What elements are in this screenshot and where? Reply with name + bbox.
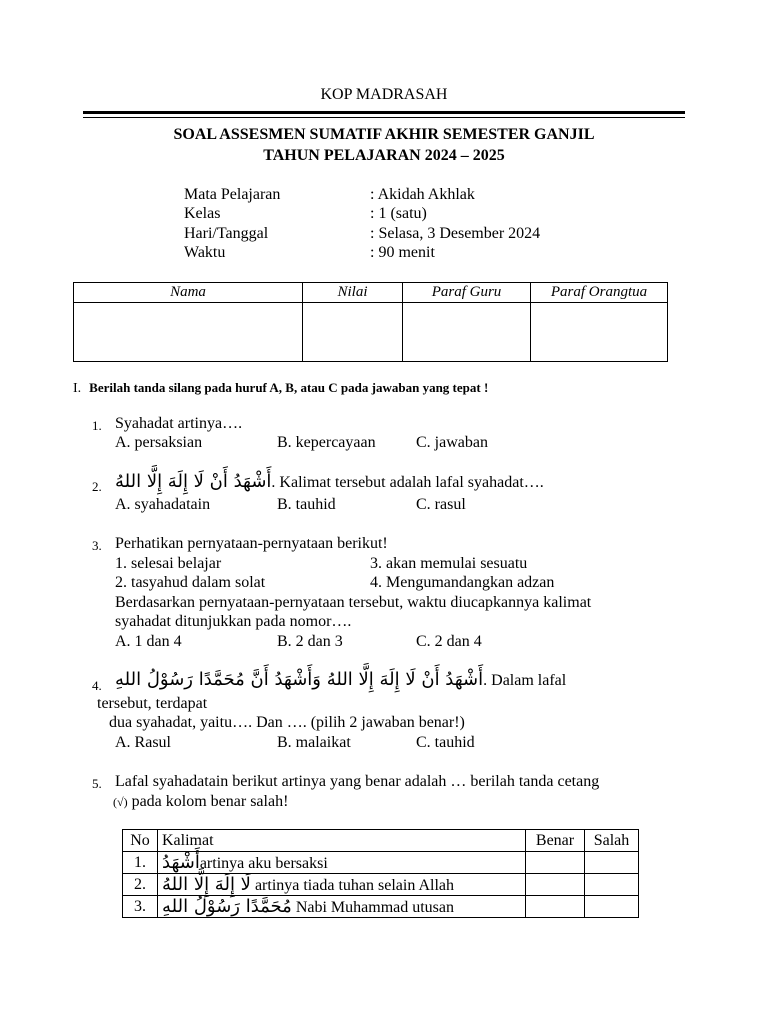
q3-statement-1: 1. selesai belajar xyxy=(115,555,222,572)
table-row xyxy=(123,896,639,918)
q1-text: Syahadat artinya…. xyxy=(115,415,243,432)
q3-follow-2: syahadat ditunjukkan pada nomor…. xyxy=(115,613,352,630)
q1-option-a: A. persaksian xyxy=(115,434,203,451)
row-number: 3. xyxy=(123,896,158,918)
q3-option-a: A. 1 dan 4 xyxy=(115,633,182,650)
q4-arabic: أَشْهَدُ أَنْ لَا إِلَهَ إِلَّا اللهُ وَأَشْهَدُ أَنَّ مُحَمَّدًا رَسُوْلُ اللهِ xyxy=(115,669,484,690)
q4-option-b: B. malaikat xyxy=(277,734,351,751)
kop-madrasah: KOP MADRASAH xyxy=(320,86,448,103)
q1-option-b: B. kepercayaan xyxy=(277,434,376,451)
header-nilai: Nilai xyxy=(303,283,403,303)
table-row xyxy=(123,874,639,896)
info-class: Kelas : 1 (satu) xyxy=(184,205,427,222)
q1-number: 1. xyxy=(92,418,102,433)
q5-text: Lafal syahadatain berikut artinya yang benar adalah … berilah tanda cetang xyxy=(115,773,600,790)
benar-cell[interactable] xyxy=(526,852,585,874)
q3-option-b: B. 2 dan 3 xyxy=(277,633,343,650)
q4-line-3: dua syahadat, yaitu…. Dan …. (pilih 2 jawaban benar!) xyxy=(109,714,465,731)
q2-option-c: C. rasul xyxy=(416,496,466,513)
q3-statement-4: 4. Mengumandangkan adzan xyxy=(370,574,555,591)
row-arabic: مُحَمَّدًا رَسُوْلُ اللهِ xyxy=(162,896,292,917)
row-arabic: أَشْهَدُ xyxy=(162,852,200,873)
col-salah: Salah xyxy=(585,830,639,852)
header-rule-thin xyxy=(83,117,685,118)
q4-text: أَشْهَدُ أَنْ لَا إِلَهَ إِلَّا اللهُ وَأَشْهَدُ أَنَّ مُحَمَّدًا رَسُوْلُ اللهِ. Dalam lafal xyxy=(115,669,567,690)
q5-number: 5. xyxy=(92,776,102,791)
salah-cell[interactable] xyxy=(585,896,639,918)
col-benar: Benar xyxy=(526,830,585,852)
salah-cell[interactable] xyxy=(585,852,639,874)
cell-nilai[interactable] xyxy=(303,303,403,362)
header-rule-thick xyxy=(83,111,685,114)
identity-table xyxy=(73,282,668,362)
benar-cell[interactable] xyxy=(526,874,585,896)
true-false-table xyxy=(122,829,639,918)
q2-arabic: أَشْهَدُ أَنْ لَا إِلَهَ إِلَّا اللهُ xyxy=(115,471,272,492)
col-kalimat: Kalimat xyxy=(158,830,526,852)
q3-option-c: C. 2 dan 4 xyxy=(416,633,482,650)
header-nama: Nama xyxy=(74,283,303,303)
benar-cell[interactable] xyxy=(526,896,585,918)
q5-text-2: (√) pada kolom benar salah! xyxy=(113,793,289,810)
row-arabic: لَا إِلَهَ إِلَّا اللهُ xyxy=(162,874,251,895)
q4-option-c: C. tauhid xyxy=(416,734,475,751)
row-kalimat: أَشْهَدُartinya aku bersaksi xyxy=(158,852,526,874)
cell-paraf-guru[interactable] xyxy=(403,303,531,362)
q3-text: Perhatikan pernyataan-pernyataan berikut! xyxy=(115,535,388,552)
cell-paraf-orangtua[interactable] xyxy=(531,303,668,362)
q4-line-2: tersebut, terdapat xyxy=(97,695,208,712)
row-kalimat: لَا إِلَهَ إِلَّا اللهُ artinya tiada tuhan selain Allah xyxy=(158,874,526,896)
section-instruction: I. Berilah tanda silang pada huruf A, B, atau C pada jawaban yang tepat ! xyxy=(73,380,489,396)
check-mark-symbol: (√) xyxy=(113,795,128,809)
header-paraf-guru: Paraf Guru xyxy=(403,283,531,303)
header-paraf-orangtua: Paraf Orangtua xyxy=(531,283,668,303)
q3-follow-1: Berdasarkan pernyataan-pernyataan tersebut, waktu diucapkannya kalimat xyxy=(115,594,592,611)
q2-number: 2. xyxy=(92,479,102,494)
q3-statement-3: 3. akan memulai sesuatu xyxy=(370,555,528,572)
row-number: 2. xyxy=(123,874,158,896)
cell-nama[interactable] xyxy=(74,303,303,362)
q2-option-a: A. syahadatain xyxy=(115,496,211,513)
exam-title: SOAL ASSESMEN SUMATIF AKHIR SEMESTER GANJIL xyxy=(173,126,595,143)
q2-option-b: B. tauhid xyxy=(277,496,336,513)
col-no: No xyxy=(123,830,158,852)
q4-number: 4. xyxy=(92,678,102,693)
table-row xyxy=(123,852,639,874)
info-date: Hari/Tanggal : Selasa, 3 Desember 2024 xyxy=(184,225,541,242)
row-kalimat: مُحَمَّدًا رَسُوْلُ اللهِ Nabi Muhammad utusan xyxy=(158,896,526,918)
q3-number: 3. xyxy=(92,538,102,553)
q4-option-a: A. Rasul xyxy=(115,734,171,751)
info-time: Waktu : 90 menit xyxy=(184,244,435,261)
q2-text: أَشْهَدُ أَنْ لَا إِلَهَ إِلَّا اللهُ. Kalimat tersebut adalah lafal syahadat…. xyxy=(115,471,544,492)
q1-option-c: C. jawaban xyxy=(416,434,488,451)
info-subject: Mata Pelajaran : Akidah Akhlak xyxy=(184,186,475,203)
exam-year: TAHUN PELAJARAN 2024 – 2025 xyxy=(263,147,505,164)
salah-cell[interactable] xyxy=(585,874,639,896)
q3-statement-2: 2. tasyahud dalam solat xyxy=(115,574,266,591)
row-number: 1. xyxy=(123,852,158,874)
